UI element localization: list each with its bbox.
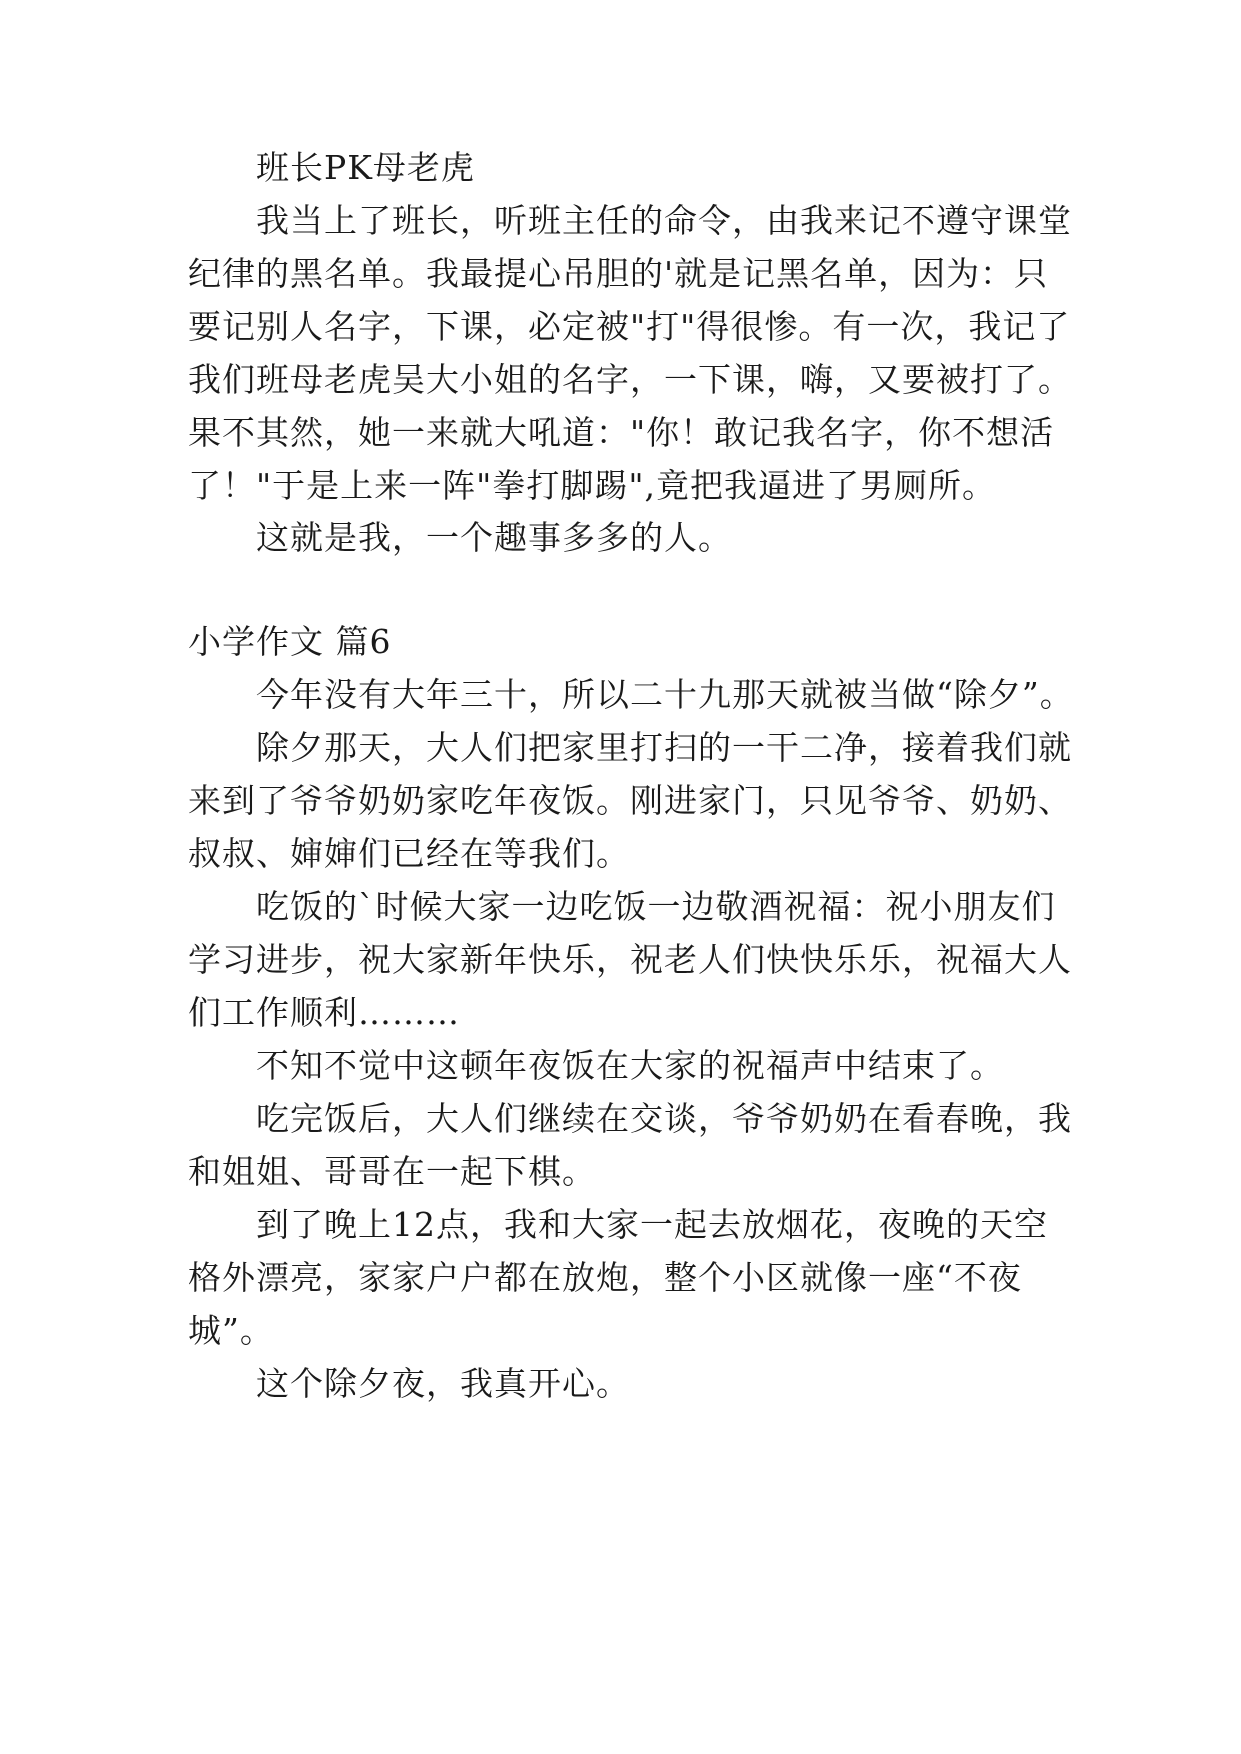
- paragraph-line: 除夕那天，大人们把家里打扫的一干二净，接着我们就: [256, 728, 1072, 767]
- paragraph-line: 要记别人名字，下课，必定被"打"得很惨。有一次，我记了: [188, 307, 1071, 346]
- paragraph-line: 我当上了班长，听班主任的命令，由我来记不遵守课堂: [256, 201, 1072, 240]
- paragraph-line: 到了晚上12点，我和大家一起去放烟花，夜晚的天空: [256, 1205, 1048, 1244]
- paragraph-line: 吃完饭后，大人们继续在交谈，爷爷奶奶在看春晚，我: [256, 1099, 1072, 1138]
- paragraph-line: 格外漂亮，家家户户都在放炮，整个小区就像一座“不夜: [188, 1258, 1022, 1297]
- paragraph-line: 学习进步，祝大家新年快乐，祝老人们快快乐乐，祝福大人: [188, 940, 1072, 979]
- paragraph-line: 来到了爷爷奶奶家吃年夜饭。刚进家门，只见爷爷、奶奶、: [188, 781, 1072, 820]
- paragraph-line: 吃饭的`时候大家一边吃饭一边敬酒祝福：祝小朋友们: [256, 887, 1056, 926]
- essay-subtitle: 班长PK母老虎: [256, 148, 475, 187]
- paragraph-line: 果不其然，她一来就大吼道："你！敢记我名字，你不想活: [188, 413, 1055, 452]
- paragraph-line: 这个除夕夜，我真开心。: [256, 1364, 630, 1403]
- paragraph-line: 这就是我，一个趣事多多的人。: [256, 518, 732, 557]
- paragraph-line: 不知不觉中这顿年夜饭在大家的祝福声中结束了。: [256, 1046, 1004, 1085]
- paragraph-line: 纪律的黑名单。我最提心吊胆的'就是记黑名单，因为：只: [188, 254, 1049, 293]
- paragraph-line: 了！"于是上来一阵"拳打脚踢",竟把我逼进了男厕所。: [188, 466, 997, 505]
- paragraph-line: 叔叔、婶婶们已经在等我们。: [188, 834, 630, 873]
- paragraph-line: 城”。: [188, 1311, 274, 1350]
- paragraph-line: 们工作顺利………: [188, 993, 460, 1032]
- paragraph-line: 和姐姐、哥哥在一起下棋。: [188, 1152, 596, 1191]
- paragraph-line: 今年没有大年三十，所以二十九那天就被当做“除夕”。: [256, 675, 1074, 714]
- section-heading: 小学作文 篇6: [188, 622, 392, 661]
- paragraph-line: 我们班母老虎吴大小姐的名字，一下课，嗨，又要被打了。: [188, 360, 1072, 399]
